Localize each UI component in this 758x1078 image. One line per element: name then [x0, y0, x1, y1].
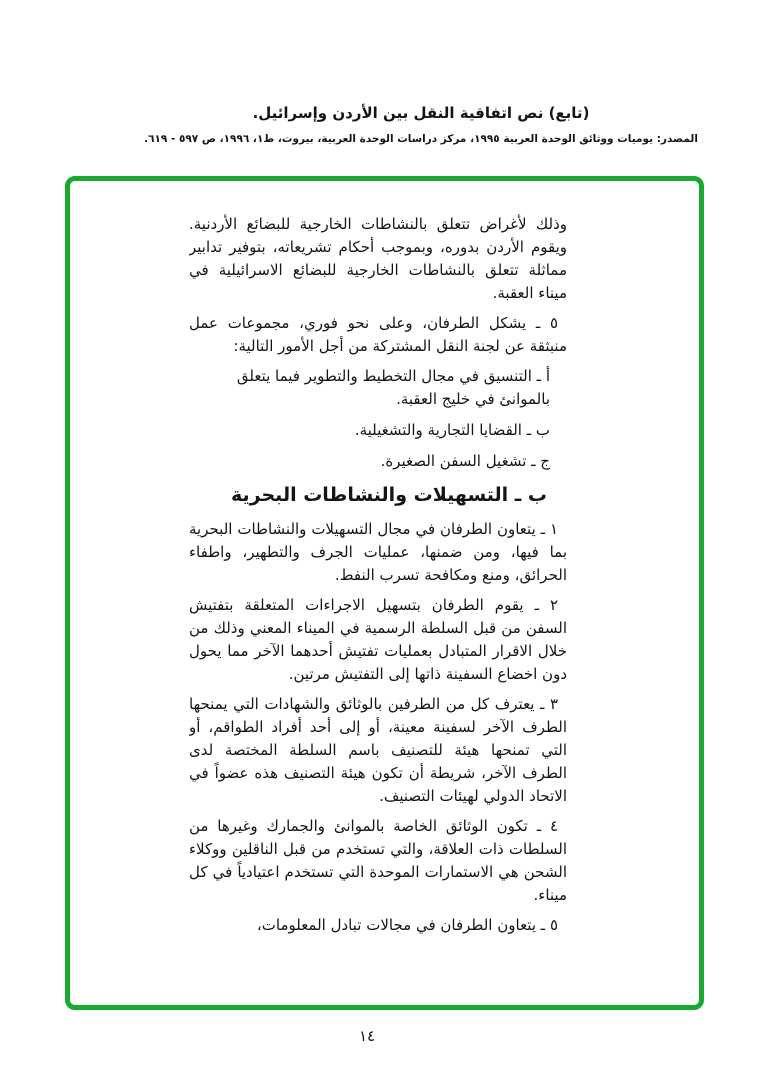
- clause-5-working-groups: ٥ ـ يشكل الطرفان، وعلى نحو فوري، مجموعات عمل منبثقة عن لجنة النقل المشتركة من أجل الأمور التالية:: [189, 314, 567, 355]
- document-header: [42, 103, 758, 146]
- source-citation: المصدر: يوميات ووثائق الوحدة العربية ١٩٩٥، مركز دراسات الوحدة العربية، بيروت، ط١، ١٩٩٦، ص ٥٩٧ - ٦١٩.: [144, 133, 698, 145]
- paragraph-continuation: وذلك لأغراض تتعلق بالنشاطات الخارجية للبضائع الأردنية. ويقوم الأردن بدوره، وبموجب أحكام تشريعاته، بتوفير تدابير مماثلة تتعلق بالنشاطات الخارجية للبضائع الاسرائيلية في ميناء العقبة.: [189, 215, 567, 302]
- clause-5-information-exchange: ٥ ـ يتعاون الطرفان في مجالات تبادل المعلومات،: [256, 916, 558, 934]
- section-heading-maritime-facilities: ب ـ التسهيلات والنشاطات البحرية: [231, 484, 547, 506]
- clause-1-maritime-cooperation: ١ ـ يتعاون الطرفان في مجال التسهيلات والنشاطات البحرية بما فيها، ومن ضمنها، عمليات الجرف والتطهير، واطفاء الحرائق، ومنع ومكافحة تسرب النفط.: [189, 520, 567, 584]
- page-number: ١٤: [358, 1027, 376, 1045]
- clause-2-ship-inspection: ٢ ـ يقوم الطرفان بتسهيل الاجراءات المتعلقة بتفتيش السفن من قبل السلطة الرسمية في الميناء المعني وذلك من خلال الاقرار المتبادل بعمليات تفتيش أحدهما الآخر مما يحول دون اخضاع السفينة ذاتها إلى التفتيش مرتين.: [189, 596, 567, 683]
- document-body: [189, 213, 567, 1003]
- subitem-c-small-vessels: ج ـ تشغيل السفن الصغيرة.: [380, 452, 550, 470]
- clause-4-port-customs-documents: ٤ ـ تكون الوثائق الخاصة بالموانئ والجمارك وغيرها من السلطات ذات العلاقة، والتي تستخدم من قبل الناقلين ووكلاء الشحن هي الاستمارات الموحدة التي تستخدم اعتيادياً في كل ميناء.: [189, 817, 567, 904]
- subitem-a-planning-coordination: أ ـ التنسيق في مجال التخطيط والتطوير فيما يتعلق بالموانئ في خليج العقبة.: [236, 367, 550, 408]
- clause-3-certificates-recognition: ٣ ـ يعترف كل من الطرفين بالوثائق والشهادات التي يمنحها الطرف الآخر لسفينة معينة، أو إلى أحد أفراد الطواقم، أو التي تمنحها هيئة للتصنيف باسم السلطة المختصة لدى الطرف الآخر، شريطة أن تكون هيئة التصنيف هذه عضواً في الاتحاد الدولي لهيئات التصنيف.: [189, 695, 567, 805]
- document-title: (تابع) نص اتفاقية النقل بين الأردن وإسرائيل.: [252, 104, 590, 122]
- subitem-b-commercial-operational: ب ـ القضايا التجارية والتشغيلية.: [354, 421, 550, 439]
